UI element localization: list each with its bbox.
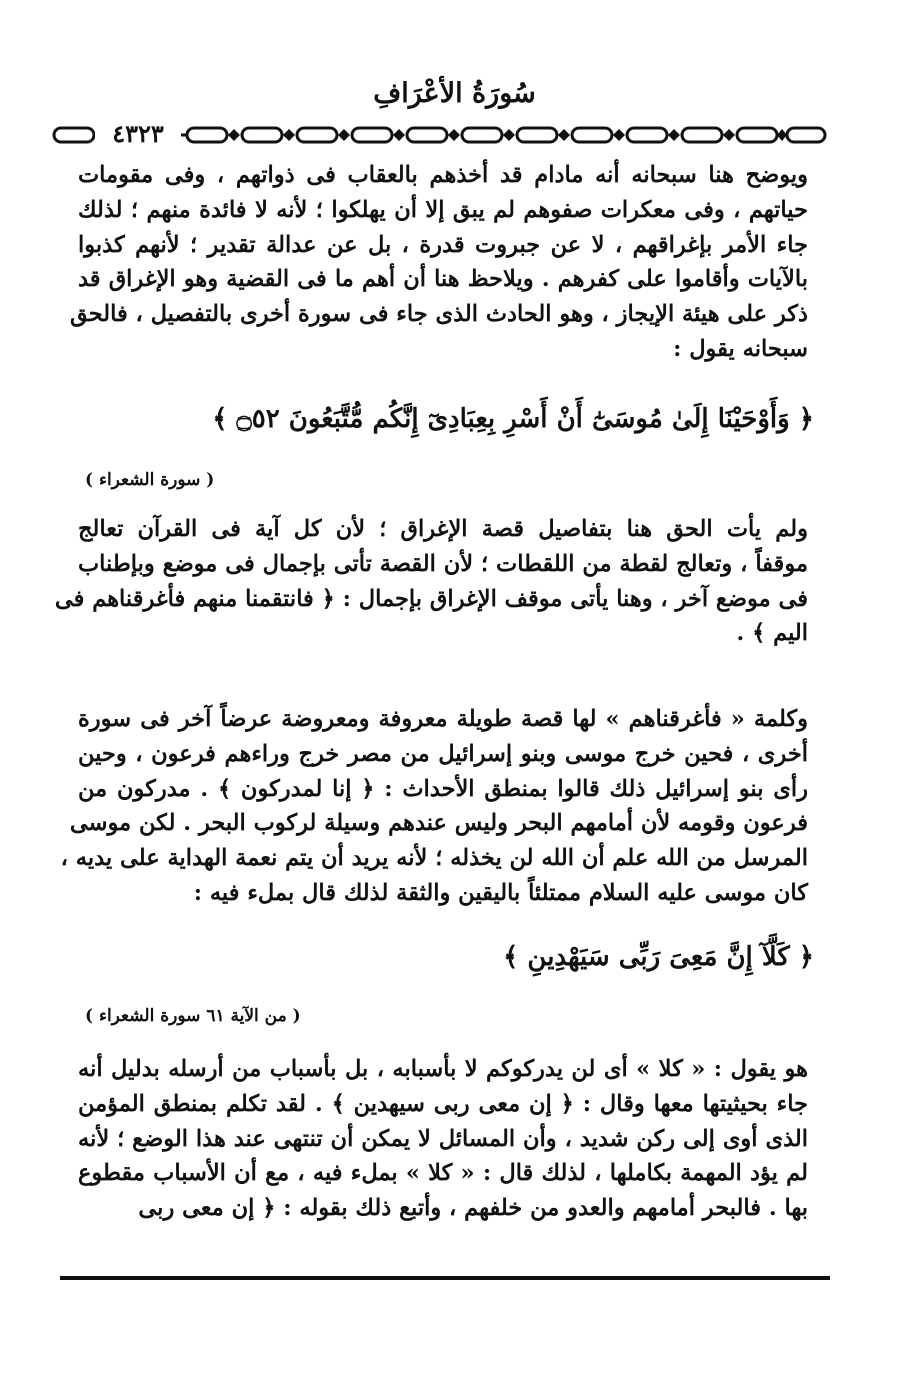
- text-line: ويوضح هنا سبحانه أنه مادام قد أخذهم بالعقاب فى ذواتهم ، وفى مقومات: [78, 162, 808, 188]
- surah-title: سُورَةُ الأعْرَافِ: [373, 78, 536, 109]
- paragraph-1: [69, 158, 808, 367]
- paragraph-4: [78, 1052, 808, 1226]
- text-line: جاء الأمر بإغراقهم ، لا عن جبروت قدرة ، بل عن عدالة تقدير ؛ لأنهم كذبوا: [78, 231, 808, 258]
- text-line: المرسل من الله علم أن الله لن يخذله ؛ لأنه يريد أن يتم نعمة الهداية على يديه ،: [60, 845, 808, 872]
- text-line: رأى بنو إسرائيل ذلك قالوا بمنطق الأحداث : ﴿ إنا لمدركون ﴾ . مدركون من: [78, 775, 808, 802]
- footer-rule: [60, 1276, 830, 1280]
- text-line: فرعون وقومه لأن أمامهم البحر وليس عندهم وسيلة لركوب البحر . لكن موسى: [69, 810, 808, 837]
- text-line: موقفاً ، وتعالج لقطة من اللقطات ؛ لأن القصة تأتى بإجمال فى موضع وبإطناب: [78, 550, 808, 577]
- text-line: سبحانه يقول :: [673, 335, 808, 362]
- text-line: اليم ﴾ .: [736, 620, 808, 647]
- paragraph-2: [54, 512, 808, 651]
- text-line: بالآيات وأقاموا على كفرهم . ويلاحظ هنا أن أهم ما فى القضية وهو الإغراق قد: [78, 266, 808, 293]
- text-line: لم يؤد المهمة بكاملها ، لذلك قال : « كلا » بملء فيه ، مع أن الأسباب مقطوع: [78, 1160, 808, 1187]
- text-line: ذكر على هيئة الإيجاز ، وهو الحادث الذى جاء فى سورة أخرى بالتفصيل ، فالحق: [69, 301, 808, 328]
- text-line: هو يقول : « كلا » أى لن يدركوكم لا بأسبابه ، بل بأسباب من أرسله بدليل أنه: [78, 1056, 808, 1082]
- text-line: كان موسى عليه السلام ممتلئاً باليقين والثقة لذلك قال بملء فيه :: [193, 879, 808, 906]
- paragraph-3: [60, 702, 808, 911]
- verse-reference-2: ( من الآية ٦١ سورة الشعراء ): [85, 1006, 301, 1026]
- text-line: ولم يأت الحق هنا بتفاصيل قصة الإغراق ؛ لأن كل آية فى القرآن تعالج: [78, 516, 808, 542]
- text-line: الذى أوى إلى ركن شديد ، وأن المسائل لا يمكن أن تنتهى عند هذا الوضع ؛ لأنه: [78, 1125, 808, 1152]
- quran-verse-2: ﴿ كَلَّآ إِنَّ مَعِىَ رَبِّى سَيَهْدِينِ ﴾: [503, 942, 814, 972]
- text-line: فى موضع آخر ، وهنا يأتى موقف الإغراق بإجمال : ﴿ فانتقمنا منهم فأغرقناهم فى: [54, 585, 808, 612]
- text-line: وكلمة « فأغرقناهم » لها قصة طويلة معروفة ومعروضة عرضاً آخر فى سورة: [78, 706, 808, 732]
- verse-reference-1: ( سورة الشعراء ): [85, 470, 215, 490]
- page-number: ٤٣٢٣: [95, 119, 181, 149]
- text-line: حياتهم ، وفى معكرات صفوهم لم يبق إلا أن يهلكوا ؛ لأنه لا فائدة منهم ؛ لذلك: [78, 196, 808, 223]
- text-line: أخرى ، فحين خرج موسى وبنو إسرائيل من مصر خرج وراءهم فرعون ، وحين: [78, 740, 808, 767]
- quran-verse-1: ﴿ وَأَوْحَيْنَا إِلَىٰ مُوسَىٰٓ أَنْ أَسْرِ بِعِبَادِىٓ إِنَّكُم مُّتَّبَعُونَ ۝٥٢ ﴾: [212, 404, 814, 434]
- text-line: جاء بحيثيتها معها وقال : ﴿ إن معى ربى سيهدين ﴾ . لقد تكلم بمنطق المؤمن: [78, 1090, 808, 1117]
- text-line: بها . فالبحر أمامهم والعدو من خلفهم ، وأتبع ذلك بقوله : ﴿ إن معى ربى: [138, 1195, 808, 1222]
